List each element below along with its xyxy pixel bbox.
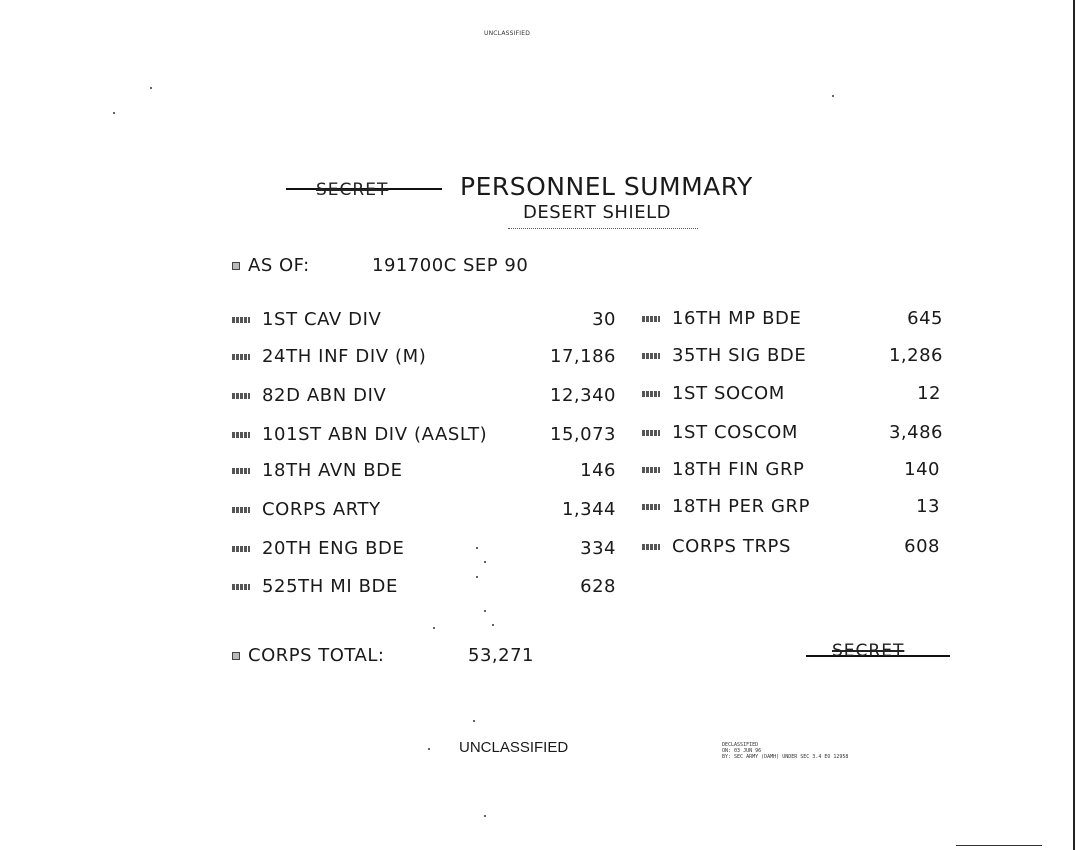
header-struck-classification: SECRET [316,180,389,200]
corps-total-value: 53,271 [468,645,534,666]
declass-line: BY: SEC ARMY (DAMH) UNDER SEC 3.4 EO 12958 [722,754,849,760]
bullet-icon [232,468,250,474]
list-item [642,535,791,559]
unit-count: 334 [580,538,616,559]
list-item [232,345,426,369]
bullet-icon [642,504,660,510]
page-edge-line [1073,0,1075,850]
as-of-bullet-icon [232,262,240,270]
bullet-icon [232,432,250,438]
list-item [642,307,801,331]
bullet-icon [232,584,250,590]
scan-speck [473,720,475,722]
page-title: PERSONNEL SUMMARY [460,172,753,201]
scan-speck [476,547,478,549]
unit-count: 140 [904,459,940,480]
subtitle-rule [508,228,698,230]
list-item [232,537,404,561]
list-item [642,458,805,482]
list-item [642,344,806,368]
scan-speck [484,610,486,612]
unit-name: 18TH AVN BDE [262,460,403,481]
bottom-classification-marking: UNCLASSIFIED [459,739,569,756]
unit-name: 16TH MP BDE [672,308,802,329]
as-of-value: 191700C SEP 90 [372,255,529,276]
declass-line: DECLASSIFIED [722,742,759,748]
unit-name: 20TH ENG BDE [262,538,405,559]
bullet-icon [642,391,660,397]
list-item [642,382,785,406]
corner-rule [956,845,1042,846]
scan-speck [492,624,494,626]
unit-name: 1ST CAV DIV [262,309,382,330]
as-of-line [232,255,529,276]
scan-speck [428,748,430,750]
unit-count: 1,344 [561,499,616,520]
unit-count: 645 [907,308,943,329]
top-classification-marking: UNCLASSIFIED [484,30,531,37]
unit-name: 18TH PER GRP [672,496,811,517]
unit-name: 24TH INF DIV (M) [262,346,427,367]
scan-speck [832,95,834,97]
unit-name: 18TH FIN GRP [672,459,805,480]
unit-name: 1ST SOCOM [672,383,785,404]
footer-struck-classification: SECRET [832,641,905,661]
unit-count: 13 [916,496,940,517]
unit-name: 101ST ABN DIV (AASLT) [262,424,488,445]
unit-count: 12 [917,383,941,404]
unit-count: 608 [904,536,940,557]
declass-line: ON: 03 JUN 96 [722,748,762,754]
corps-total-label: CORPS TOTAL: [248,645,385,666]
list-item [232,575,398,599]
scan-speck [476,576,478,578]
unit-count: 15,073 [550,424,616,445]
corps-total-line [232,645,534,666]
list-item [232,384,386,408]
scan-speck [150,87,152,89]
bullet-icon [232,354,250,360]
page-subtitle: DESERT SHIELD [523,202,671,223]
scan-speck [484,815,486,817]
bullet-icon [642,430,660,436]
list-item [642,421,798,445]
total-bullet-icon [232,652,240,660]
unit-count: 1,286 [888,345,943,366]
unit-count: 17,186 [550,346,616,367]
unit-name: CORPS ARTY [262,499,381,520]
unit-name: 525TH MI BDE [262,576,398,597]
bullet-icon [232,546,250,552]
bullet-icon [642,544,660,550]
list-item [232,498,381,522]
bullet-icon [642,467,660,473]
bullet-icon [232,317,250,323]
unit-count: 30 [592,309,616,330]
scan-speck [113,112,115,114]
unit-count: 146 [580,460,616,481]
unit-count: 3,486 [888,422,943,443]
bullet-icon [232,507,250,513]
unit-name: 1ST COSCOM [672,422,799,443]
unit-name: CORPS TRPS [672,536,792,557]
list-item [642,495,810,519]
bullet-icon [232,393,250,399]
list-item [232,308,381,332]
scan-speck [433,627,435,629]
scan-speck [484,561,486,563]
unit-count: 628 [580,576,616,597]
as-of-label: AS OF: [248,255,310,276]
declassification-stamp [722,742,848,760]
bullet-icon [642,353,660,359]
list-item [232,459,403,483]
bullet-icon [642,316,660,322]
unit-name: 35TH SIG BDE [672,345,807,366]
unit-name: 82D ABN DIV [262,385,387,406]
list-item [232,423,487,447]
unit-count: 12,340 [550,385,616,406]
